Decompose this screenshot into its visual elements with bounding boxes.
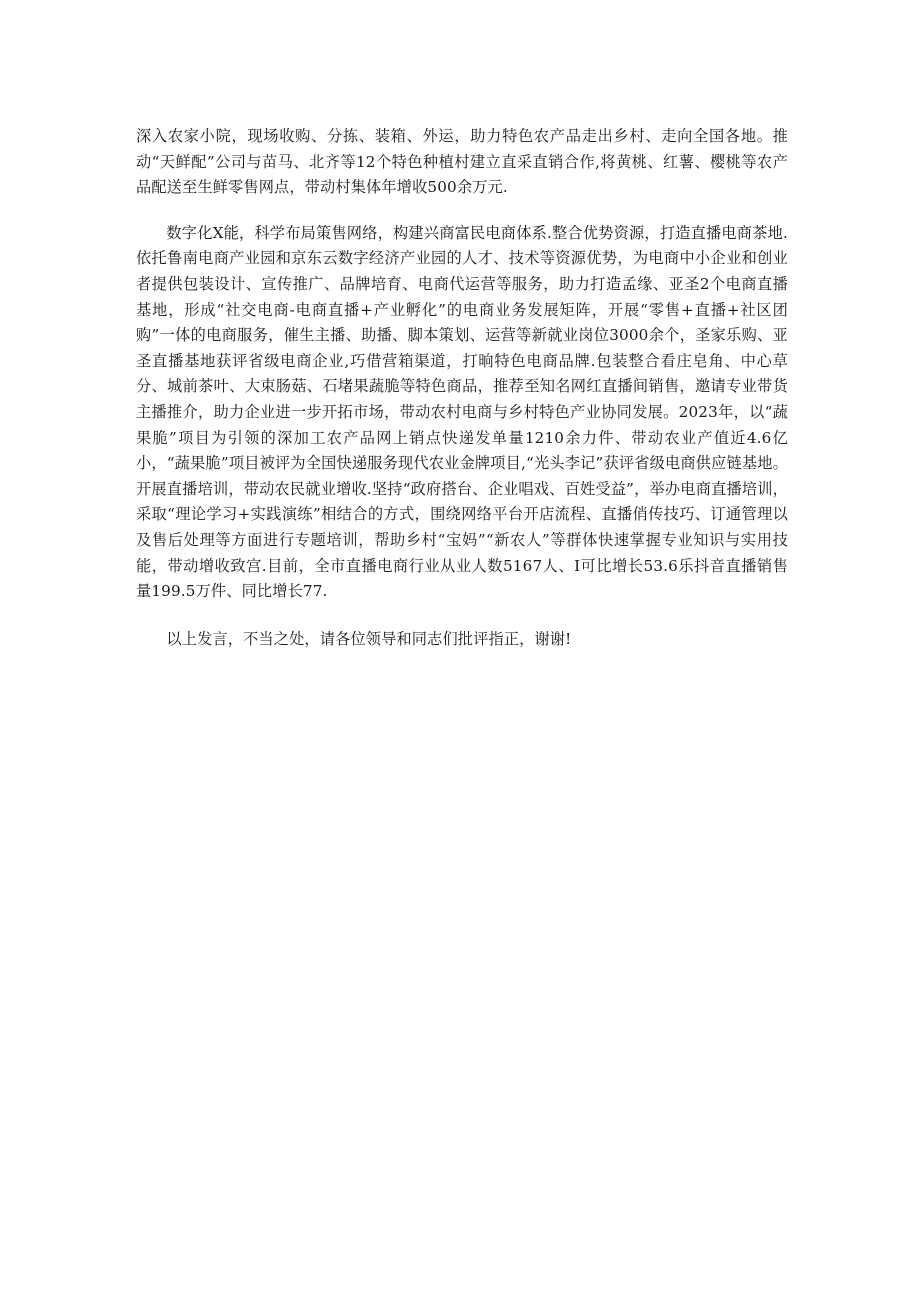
paragraph-closing-remarks: 以上发言，不当之处，请各位领导和同志们批评指正，谢谢! [166, 629, 572, 648]
document-page [136, 120, 788, 652]
paragraph-digital-ecommerce: 数字化X能，科学布局策售网络，构建兴商富民电商体系.整合优势资源，打造直播电商茶地.依托鲁南电商产业园和京东云数字经济产业园的人才、技术等资源优势，为电商中小企业和创业者提供包装设计、宣传推广、品牌培育、电商代运营等服务，助力打造孟缘、亚圣2个电商直播基地，形成“社交电商-电商直播+产业孵化”的电商业务发展矩阵，开展“零售+直播+社区团购”一体的电商服务，催生主播、助播、脚本策划、运营等新就业岗位3000余个，圣家乐购、亚圣直播基地获评省级电商企业,巧借营箱渠道，打晌特色电商品牌.包装整合看庄皂角、中心草分、城前茶叶、大束肠菇、石堵果蔬脆等特色商品，推荐至知名网红直播间销售，邀请专业带货主播推介，助力企业进一步开拓市场，带动农村电商与乡村特色产业协同发展。2023年，以“蔬果脆”项目为引领的深加工农产品网上销点快递发单量1210余力件、带动农业产值近4.6亿小，“蔬果脆”项目被评为全国快递服务现代农业金牌项目,“光头李记”获评省级电商供应链基地。开展直播培训，带动农民就业增收.坚持“政府搭台、企业唱戏、百姓受益”，举办电商直播培训，采取“理论学习+实践演练”相结合的方式，围绕网络平台开店流程、直播俏传技巧、订通管理以及售后处理等方面进行专题培训，帮助乡村“宝妈”“新农人”等群体快速掌握专业知识与实用技能，带动增收致宫.目前，全市直播电商行业从业人数5167人、I可比增长53.6乐抖音直播销售量199.5万件、同比增长77. [136, 223, 788, 601]
paragraph-continuation: 深入农家小院，现场收购、分拣、装箱、外运，助力特色农产品走出乡村、走向全国各地。推动“天鲜配”公司与苗马、北齐等12个特色种植村建立直采直销合作,将黄桃、红薯、樱桃等农产品配送至生鲜零售网点，带动村集体年增收500余万元. [136, 127, 788, 197]
